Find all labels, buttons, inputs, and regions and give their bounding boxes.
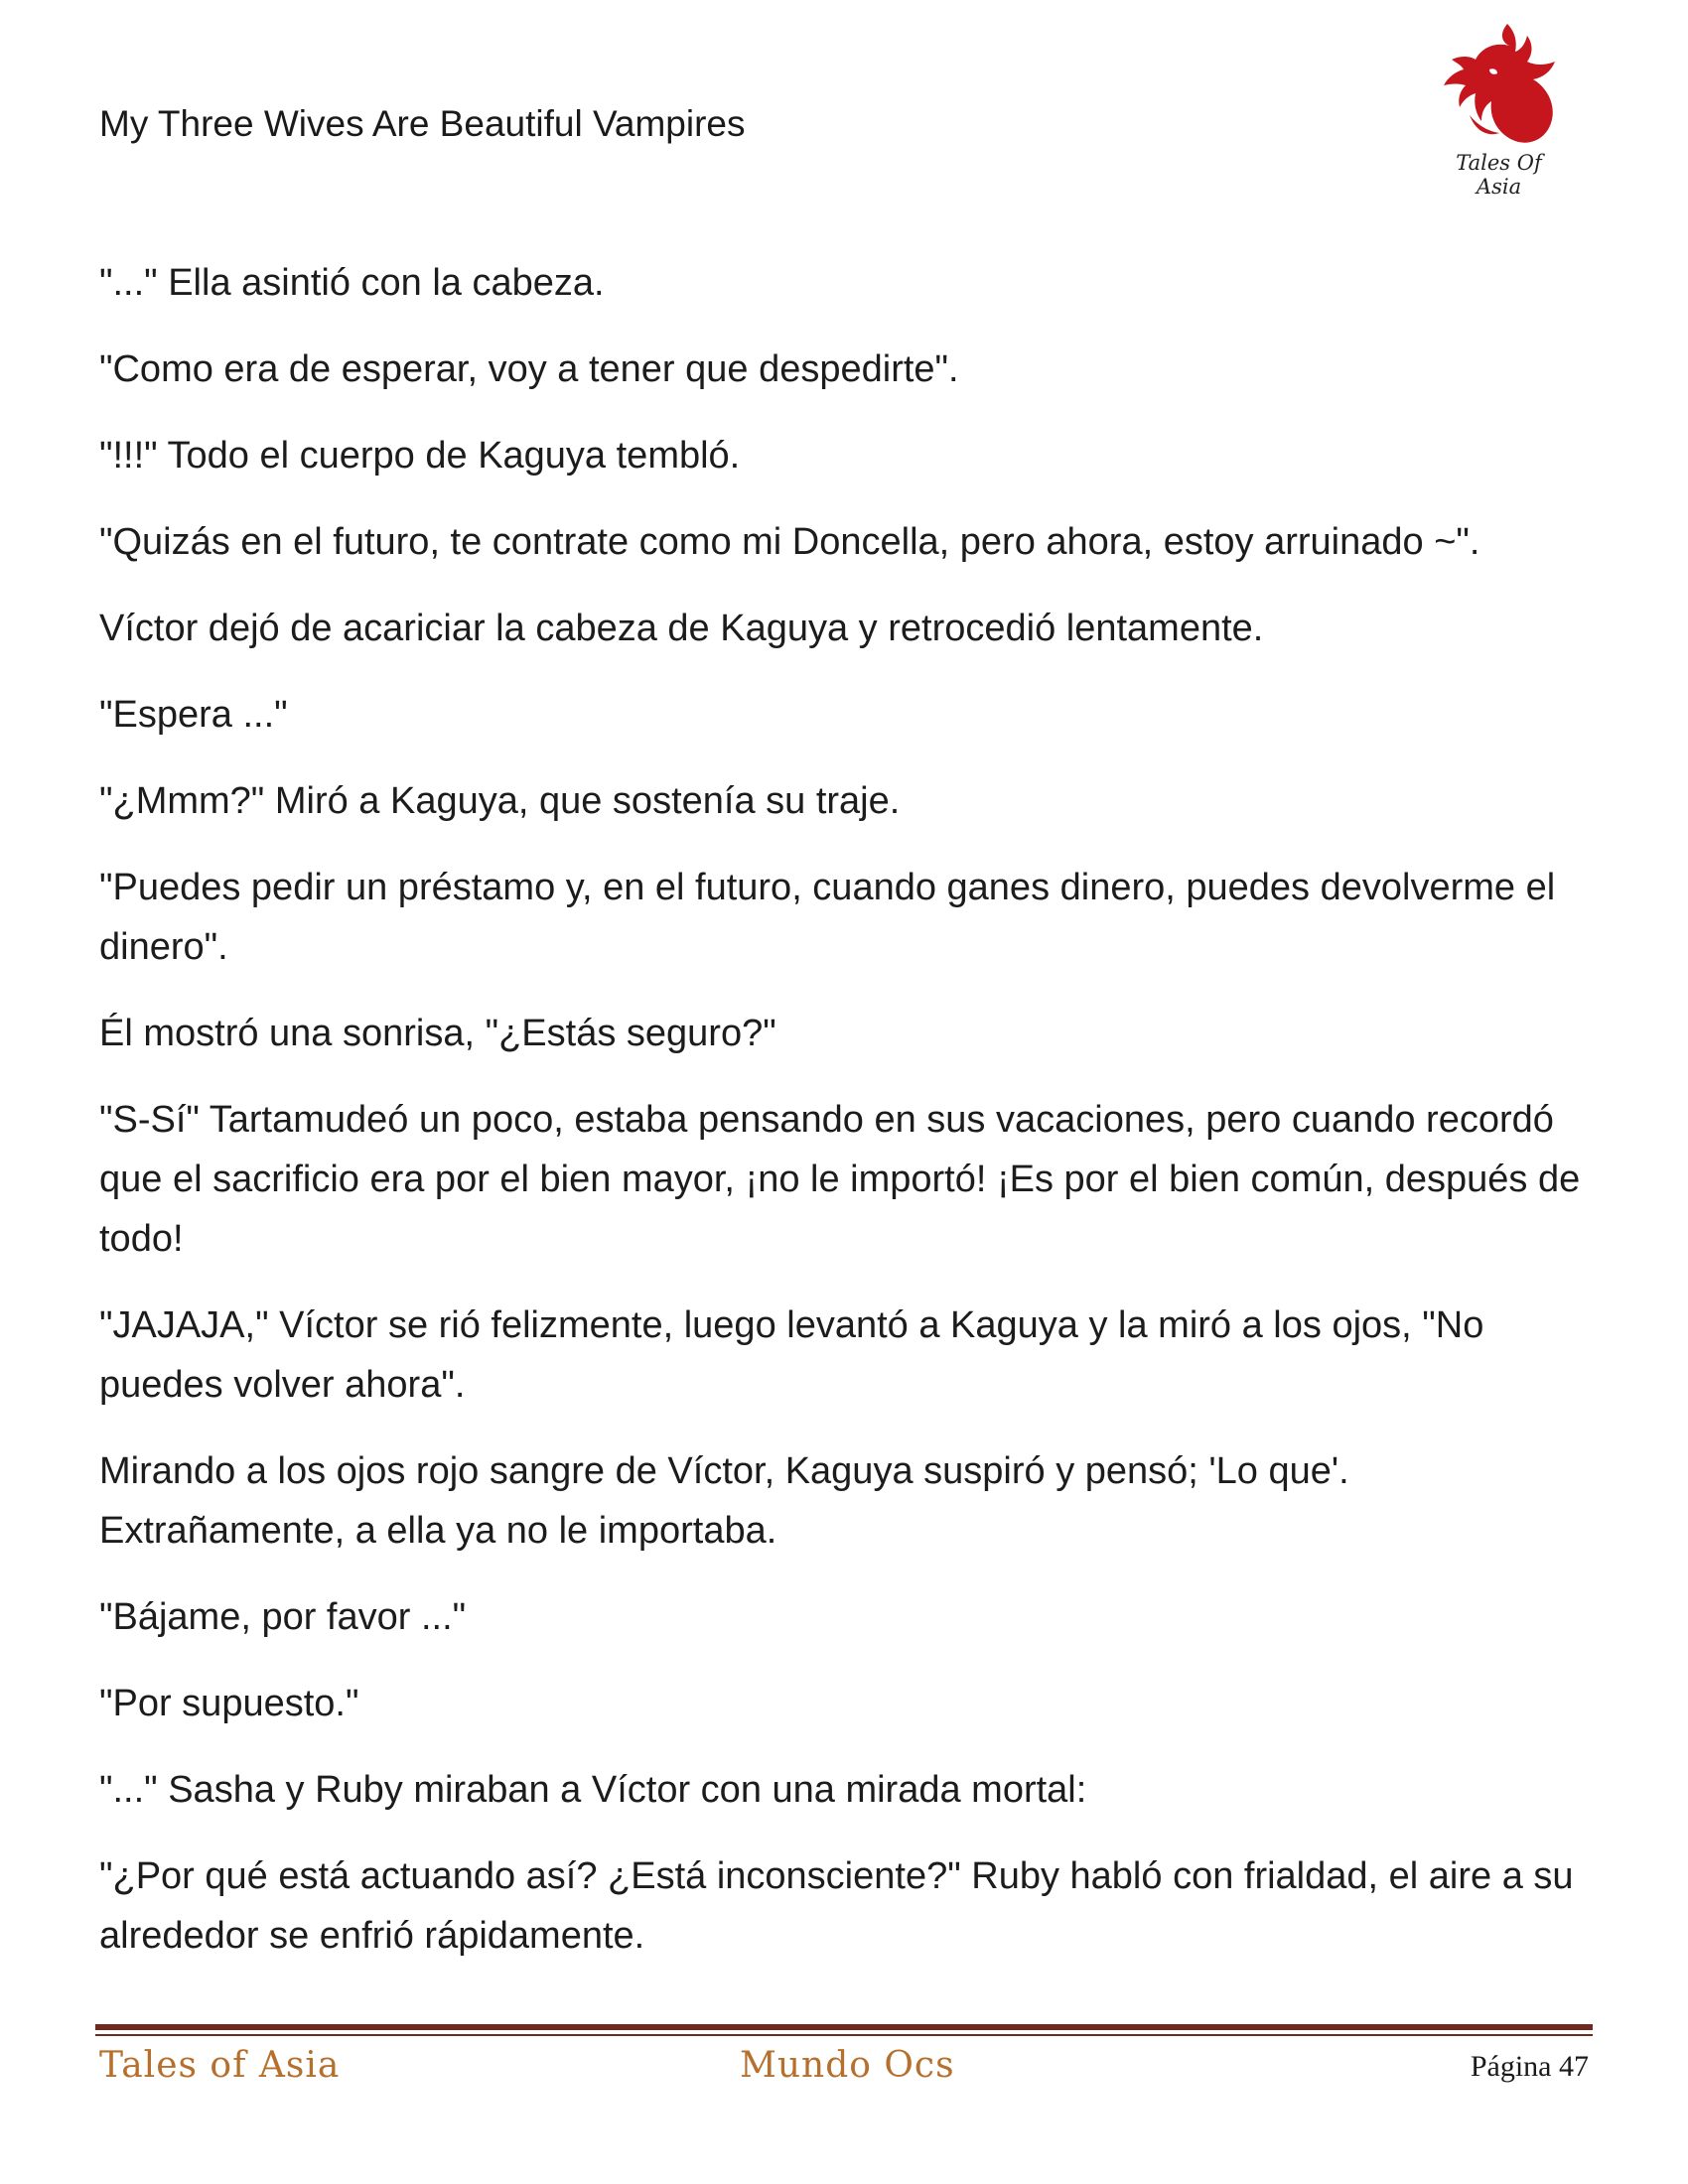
paragraph: "..." Ella asintió con la cabeza. — [99, 262, 605, 304]
red-dragon-icon — [1430, 20, 1564, 159]
paragraph: "Espera ..." — [99, 694, 288, 736]
paragraph: "Quizás en el futuro, te contrate como mi Doncella, pero ahora, estoy arruinado ~". — [99, 521, 1480, 563]
footer-rule-thick — [95, 2024, 1593, 2030]
paragraph: Él mostró una sonrisa, "¿Estás seguro?" — [99, 1013, 776, 1054]
paragraph: "S-Sí" Tartamudeó un poco, estaba pensando en sus vacaciones, pero cuando recordó que el sacrificio era por el bien mayor, ¡no le importó! ¡Es por el bien común, después de todo! — [99, 1099, 1581, 1260]
paragraph: Mirando a los ojos rojo sangre de Víctor, Kaguya suspiró y pensó; 'Lo que'. Extrañamente, a ella ya no le importaba. — [99, 1450, 1349, 1552]
footer-rule-thin — [95, 2034, 1593, 2036]
document-title: My Three Wives Are Beautiful Vampires — [99, 103, 746, 144]
paragraph: "JAJAJA," Víctor se rió felizmente, luego levantó a Kaguya y la miró a los ojos, "No puedes volver ahora". — [99, 1304, 1484, 1406]
page-number: Página 47 — [1470, 2050, 1589, 2083]
logo-text: Tales Of Asia — [1456, 151, 1542, 199]
paragraph: "Puedes pedir un préstamo y, en el futuro, cuando ganes dinero, puedes devolverme el dinero". — [99, 867, 1556, 968]
paragraph: Víctor dejó de acariciar la cabeza de Kaguya y retrocedió lentamente. — [99, 608, 1264, 649]
paragraph: "Bájame, por favor ..." — [99, 1596, 467, 1638]
paragraph: "Por supuesto." — [99, 1683, 359, 1724]
footer-group-name: Mundo Ocs — [740, 2045, 955, 2086]
paragraph: "¿Mmm?" Miró a Kaguya, que sostenía su traje. — [99, 780, 901, 822]
paragraph: "!!!" Todo el cuerpo de Kaguya tembló. — [99, 435, 741, 477]
tales-of-asia-logo — [1430, 20, 1564, 199]
footer-site-name: Tales of Asia — [99, 2045, 341, 2086]
paragraph: "..." Sasha y Ruby miraban a Víctor con una mirada mortal: — [99, 1769, 1087, 1811]
paragraph: "Como era de esperar, voy a tener que despedirte". — [99, 348, 959, 390]
paragraph: "¿Por qué está actuando así? ¿Está inconsciente?" Ruby habló con frialdad, el aire a su alrededor se enfrió rápidamente. — [99, 1855, 1574, 1957]
page-body — [99, 253, 1594, 1992]
